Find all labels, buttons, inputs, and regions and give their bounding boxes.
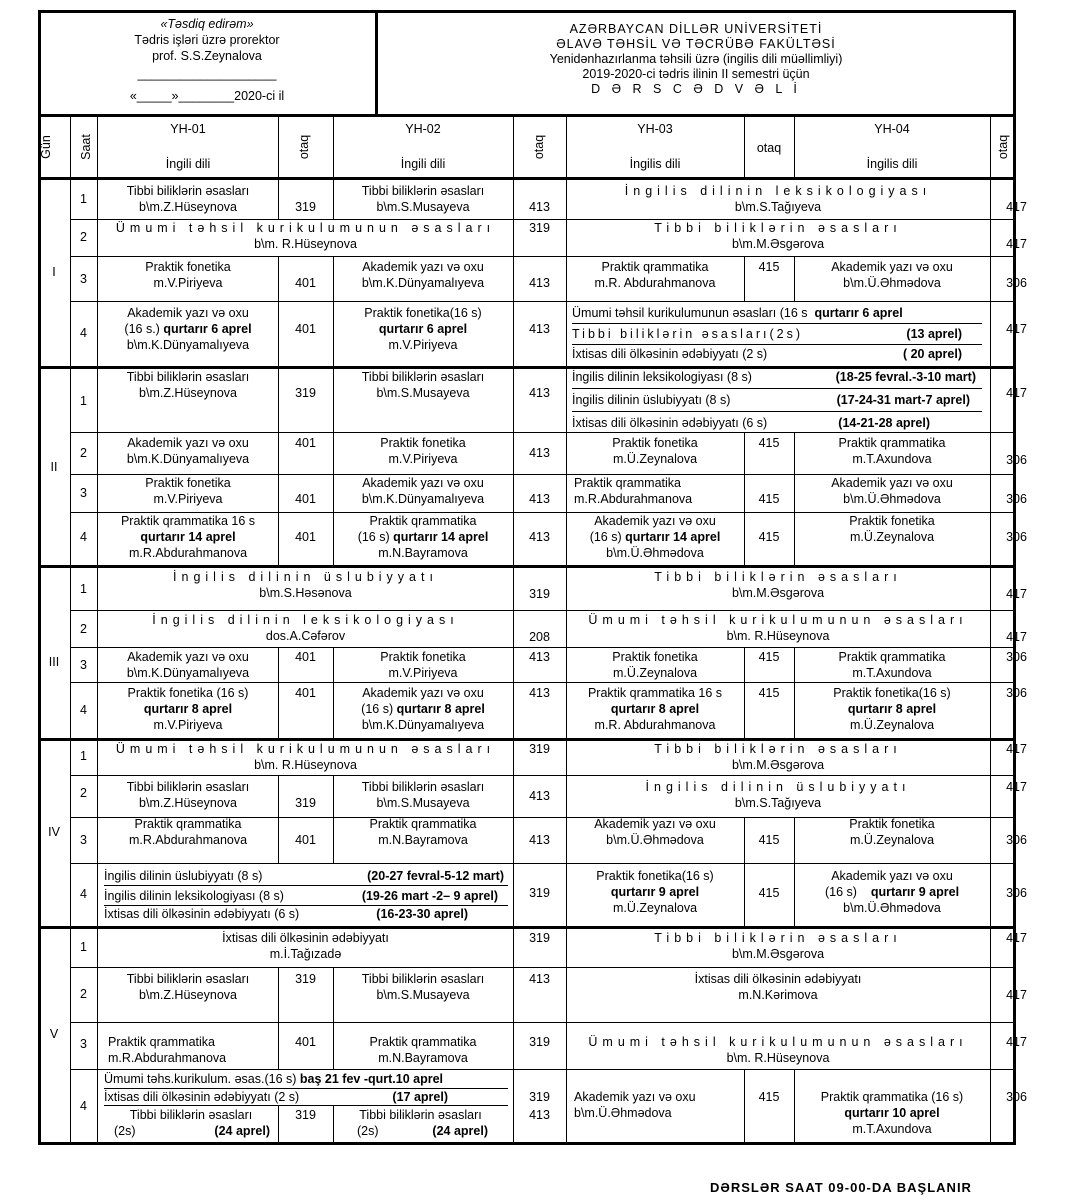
program-name: Yenidənhazırlanma təhsili üzrə (ingilis dili müəllimliyi) xyxy=(549,52,843,66)
room-number: 415 xyxy=(758,1090,780,1104)
room-number: 401 xyxy=(295,436,316,450)
lesson-subject: Akademik yazı və oxu xyxy=(594,514,716,528)
room-number: 417 xyxy=(1006,780,1027,794)
lesson-teacher: b\m.S.Tağıyeva xyxy=(734,200,822,214)
day-label-1: I xyxy=(52,265,56,279)
split-lesson: İxtisas dili ölkəsinin ədəbiyyatı (6 s) (16-23-30 aprel) xyxy=(104,907,468,921)
room-number: 413 xyxy=(529,972,550,986)
group-yh01-subject: İngili dili xyxy=(165,157,211,171)
lesson-teacher: b\m.K.Dünyamalıyeva xyxy=(361,492,485,506)
lesson-note: (16 s.) qurtarır 6 aprel xyxy=(124,322,252,336)
lesson-teacher: m.R.Abdurahmanova xyxy=(128,546,248,560)
lesson-teacher: m.V.Piriyeva xyxy=(153,718,223,732)
room-number: 401 xyxy=(295,833,316,847)
lesson-subject: Tibbi biliklərin əsasları xyxy=(654,931,902,945)
lesson-subject: İngilis dilinin üslubiyyatı xyxy=(645,780,911,794)
approval-block xyxy=(38,10,376,116)
lesson-subject: Praktik fonetika(16 s) xyxy=(364,306,482,320)
lesson-subject: Praktik qrammatika xyxy=(134,817,242,831)
lesson-subject: Praktik fonetika xyxy=(145,260,231,274)
room-number: 306 xyxy=(1006,686,1027,700)
lesson-subject: Praktik qrammatika xyxy=(369,1035,477,1049)
lesson-subject: İngilis dilinin leksikologiyası xyxy=(624,184,932,198)
lesson-subject: Praktik fonetika xyxy=(612,436,698,450)
lesson-subject: Praktik qrammatika xyxy=(574,476,681,490)
room-header-1: otaq xyxy=(297,134,311,160)
room-header-2: otaq xyxy=(532,134,546,160)
lesson-subject: Tibbi biliklərin əsasları xyxy=(126,780,250,794)
lesson-teacher: b\m.Ü.Əhmədova xyxy=(843,276,941,290)
lesson-subject: Praktik qrammatika xyxy=(108,1035,215,1049)
lesson-subject: Akademik yazı və oxu xyxy=(594,817,716,831)
approver-name: prof. S.S.Zeynalova xyxy=(152,49,262,63)
room-number: 401 xyxy=(295,650,316,664)
room-number: 417 xyxy=(1006,1035,1027,1049)
lesson-subject: İxtisas dili ölkəsinin ədəbiyyatı xyxy=(222,931,389,945)
lesson-note: (16 s) qurtarır 9 aprel xyxy=(824,885,960,899)
room-number: 306 xyxy=(1006,453,1027,467)
lesson-teacher: b\m.S.Tağıyeva xyxy=(734,796,822,810)
lesson-teacher: m.Ü.Zeynalova xyxy=(849,718,935,732)
lesson-teacher: m.T.Axundova xyxy=(852,1122,932,1136)
lesson-teacher: m.T.Axundova xyxy=(852,666,932,680)
room-number: 319 xyxy=(529,886,550,900)
lesson-teacher: m.Ü.Zeynalova xyxy=(612,901,698,915)
lesson-teacher: b\m.K.Dünyamalıyeva xyxy=(126,338,250,352)
room-number: 319 xyxy=(295,200,316,214)
lesson-teacher: m.V.Piriyeva xyxy=(153,276,223,290)
room-number: 415 xyxy=(758,650,780,664)
lesson-teacher: b\m.Ü.Əhmədova xyxy=(606,833,704,847)
lesson-subject: Praktik fonetika(16 s) xyxy=(833,686,951,700)
lesson-teacher: b\m.Z.Hüseynova xyxy=(139,386,237,400)
lesson-subject: Praktik qrammatika xyxy=(838,436,946,450)
room-number: 306 xyxy=(1006,833,1027,847)
lesson-teacher: b\m. R.Hüseynova xyxy=(726,1051,830,1065)
room-number: 319 xyxy=(529,1035,550,1049)
lesson-note: (16 s) qurtarır 14 aprel xyxy=(589,530,721,544)
hour-4: 4 xyxy=(80,326,87,340)
lesson-teacher: m.R.Abdurahmanova xyxy=(574,492,693,506)
lesson-subject: Tibbi biliklərin əsasları xyxy=(361,370,485,384)
lesson-subject: Praktik fonetika xyxy=(380,650,466,664)
hour-column-header: Saat xyxy=(79,134,93,160)
lesson-teacher: b\m.Z.Hüseynova xyxy=(139,200,237,214)
hour-4: 4 xyxy=(80,530,87,544)
room-number: 413 xyxy=(529,446,550,460)
room-number: 413 xyxy=(529,789,550,803)
lesson-note: qurtarır 8 aprel xyxy=(143,702,233,716)
room-number: 413 xyxy=(529,530,550,544)
hour-2: 2 xyxy=(80,987,87,1001)
lesson-teacher: b\m.K.Dünyamalıyeva xyxy=(361,276,485,290)
start-time-note: DƏRSLƏR SAAT 09-00-DA BAŞLANIR xyxy=(710,1180,972,1195)
hour-2: 2 xyxy=(80,786,87,800)
lesson-teacher: b\m.M.Əsgərova xyxy=(731,947,825,961)
lesson-subject: Akademik yazı və oxu xyxy=(362,260,484,274)
room-number: 401 xyxy=(295,276,316,290)
approval-date: «_____»________2020-ci il xyxy=(129,89,285,103)
lesson-subject: İngilis dilinin üslubiyyatı xyxy=(173,570,438,584)
room-number: 413 xyxy=(529,492,550,506)
room-number: 306 xyxy=(1006,650,1027,664)
room-number: 415 xyxy=(758,686,780,700)
room-number: 417 xyxy=(1006,931,1027,945)
room-number: 417 xyxy=(1006,200,1027,214)
room-number: 415 xyxy=(758,436,780,450)
lesson-teacher: b\m.S.Musayeva xyxy=(376,386,470,400)
room-number: 415 xyxy=(758,833,780,847)
lesson-teacher: b\m. R.Hüseynova xyxy=(254,758,357,772)
hour-4: 4 xyxy=(80,887,87,901)
group-yh03-subject: İngilis dili xyxy=(629,157,681,171)
lesson-teacher: m.V.Piriyeva xyxy=(388,338,458,352)
room-number: 417 xyxy=(1006,630,1027,644)
group-yh03-code: YH-03 xyxy=(637,122,673,136)
lesson-subject: İngilis dilinin leksikologiyası xyxy=(152,613,459,627)
lesson-teacher: b\m.S.Həsənova xyxy=(259,586,352,600)
split-lesson: İxtisas dili ölkəsinin ədəbiyyatı (6 s) (14-21-28 aprel) xyxy=(572,416,930,430)
lesson-teacher: m.R.Abdurahmanova xyxy=(108,1051,227,1065)
hour-3: 3 xyxy=(80,272,87,286)
lesson-teacher: b\m.S.Musayeva xyxy=(376,200,470,214)
group-yh02-subject: İngili dili xyxy=(400,157,446,171)
lesson-subject: Tibbi biliklərin əsasları xyxy=(126,370,250,384)
lesson-subject: Tibbi biliklərin əsasları xyxy=(129,1108,253,1122)
lesson-subject: Praktik fonetika(16 s) xyxy=(596,869,714,883)
room-number: 413 xyxy=(529,276,550,290)
lesson-subject: Ümumi təhsil kurikulumunun əsasları xyxy=(588,613,968,627)
lesson-subject: Tibbi biliklərin əsasları xyxy=(654,570,902,584)
lesson-subject: Akademik yazı və oxu xyxy=(362,476,484,490)
hour-1: 1 xyxy=(80,192,87,206)
lesson-teacher: m.N.Bayramova xyxy=(378,546,468,560)
hour-3: 3 xyxy=(80,658,87,672)
lesson-teacher: m.N.Bayramova xyxy=(378,833,468,847)
hour-3: 3 xyxy=(80,486,87,500)
room-number: 306 xyxy=(1006,1090,1027,1104)
hour-1: 1 xyxy=(80,749,87,763)
semester-text: 2019-2020-ci tədris ilinin II semestri üçün xyxy=(582,67,810,81)
lesson-note: qurtarır 9 aprel xyxy=(610,885,700,899)
lesson-subject: Praktik fonetika (16 s) xyxy=(127,686,249,700)
lesson-subject: Tibbi biliklərin əsasları xyxy=(359,1108,482,1122)
university-name: AZƏRBAYCAN DİLLƏR UNİVERSİTETİ xyxy=(569,22,823,36)
lesson-subject: Akademik yazı və oxu xyxy=(127,650,249,664)
room-number: 417 xyxy=(1006,237,1027,251)
lesson-teacher: m.N.Kərimova xyxy=(738,988,818,1002)
lesson-teacher: b\m.S.Musayeva xyxy=(376,988,470,1002)
room-number: 306 xyxy=(1006,492,1027,506)
room-number: 208 xyxy=(529,630,550,644)
room-number: 413 xyxy=(529,650,550,664)
lesson-subject: Akademik yazı və oxu xyxy=(127,306,249,320)
lesson-note: qurtarır 8 aprel xyxy=(847,702,937,716)
lesson-subject: Akademik yazı və oxu xyxy=(831,476,953,490)
room-number: 401 xyxy=(295,1035,316,1049)
lesson-teacher: m.Ü.Zeynalova xyxy=(612,666,698,680)
room-number: 306 xyxy=(1006,276,1027,290)
room-number: 417 xyxy=(1006,587,1027,601)
lesson-subject: Praktik fonetika xyxy=(849,514,935,528)
room-number: 319 xyxy=(295,972,316,986)
lesson-subject: Praktik qrammatika 16 s xyxy=(120,514,256,528)
room-header-3: otaq xyxy=(756,141,782,155)
split-lesson: İngilis dilinin üslubiyyatı (8 s) (17-24-31 mart-7 aprel) xyxy=(572,393,970,407)
approval-text: «Təsdiq edirəm» xyxy=(160,17,254,31)
room-number: 413 xyxy=(529,686,550,700)
hour-2: 2 xyxy=(80,622,87,636)
lesson-subject: Ümumi təhsil kurikulumunun əsasları xyxy=(115,221,496,235)
room-number: 319 xyxy=(295,386,316,400)
hour-4: 4 xyxy=(80,1099,87,1113)
lesson-subject: Akademik yazı və oxu xyxy=(831,260,953,274)
lesson-subject: Praktik qrammatika xyxy=(369,514,477,528)
lesson-teacher: b\m.S.Musayeva xyxy=(376,796,470,810)
lesson-teacher: b\m.Ü.Əhmədova xyxy=(843,901,941,915)
room-number: 319 xyxy=(529,742,550,756)
approver-position: Tədris işləri üzrə prorektor xyxy=(134,33,280,47)
lesson-teacher: b\m.M.Əsgərova xyxy=(731,237,825,251)
lesson-subject: Tibbi biliklərin əsasları xyxy=(654,221,902,235)
group-yh04-code: YH-04 xyxy=(874,122,910,136)
room-number: 401 xyxy=(295,322,316,336)
room-number: 401 xyxy=(295,686,316,700)
split-lesson: İxtisas dili ölkəsinin ədəbiyyatı (2 s) ( 20 aprel) xyxy=(572,347,962,361)
split-lesson: İngilis dilinin leksikologiyası (8 s) (18-25 fevral.-3-10 mart) xyxy=(572,370,976,384)
lesson-subject: Ümumi təhsil kurikulumunun əsasları xyxy=(588,1035,968,1049)
room-number: 417 xyxy=(1006,386,1027,400)
lesson-teacher: b\m.Ü.Əhmədova xyxy=(843,492,941,506)
lesson-subject: Tibbi biliklərin əsasları xyxy=(126,972,250,986)
split-lesson: İxtisas dili ölkəsinin ədəbiyyatı (2 s) (17 aprel) xyxy=(104,1090,448,1104)
hour-1: 1 xyxy=(80,940,87,954)
day-label-4: IV xyxy=(48,825,60,839)
lesson-teacher: b\m. R.Hüseynova xyxy=(254,237,357,251)
lesson-subject: Ümumi təhsil kurikulumunun əsasları xyxy=(115,742,496,756)
room-number: 413 xyxy=(529,386,550,400)
hour-3: 3 xyxy=(80,833,87,847)
hour-1: 1 xyxy=(80,582,87,596)
split-lesson: Ümumi təhs.kurikulum. əsas.(16 s) baş 21 fev -qurt.10 aprel xyxy=(104,1072,444,1086)
lesson-subject: Tibbi biliklərin əsasları xyxy=(361,972,485,986)
lesson-teacher: dos.A.Cəfərov xyxy=(265,629,346,643)
room-number: 415 xyxy=(758,492,780,506)
lesson-teacher: b\m.K.Dünyamalıyeva xyxy=(126,666,250,680)
room-number: 415 xyxy=(758,886,780,900)
room-number: 415 xyxy=(758,260,780,274)
lesson-subject: Tibbi biliklərin əsasları xyxy=(126,184,250,198)
hour-3: 3 xyxy=(80,1037,87,1051)
hour-2: 2 xyxy=(80,446,87,460)
lesson-subject: Praktik fonetika xyxy=(145,476,231,490)
room-number: 319 xyxy=(529,1090,550,1104)
faculty-name: ƏLAVƏ TƏHSİL VƏ TƏCRÜBƏ FAKÜLTƏSİ xyxy=(556,37,836,51)
room-number: 319 xyxy=(529,221,550,235)
room-header-4: otaq xyxy=(996,134,1010,160)
lesson-teacher: b\m.M.Əsgərova xyxy=(731,586,825,600)
room-number: 319 xyxy=(529,587,550,601)
day-label-5: V xyxy=(49,1027,59,1041)
lesson-subject: İxtisas dili ölkəsinin ədəbiyyatı xyxy=(694,972,862,986)
room-number: 413 xyxy=(529,1108,550,1122)
lesson-note: (16 s) qurtarır 14 aprel xyxy=(357,530,489,544)
group-yh01-code: YH-01 xyxy=(170,122,206,136)
lesson-subject: Praktik fonetika xyxy=(612,650,698,664)
room-number: 417 xyxy=(1006,742,1027,756)
lesson-teacher: m.Ü.Zeynalova xyxy=(612,452,698,466)
room-number: 401 xyxy=(295,492,316,506)
lesson-subject: Praktik qrammatika (16 s) xyxy=(820,1090,964,1104)
lesson-subject: Akademik yazı və oxu xyxy=(127,436,249,450)
lesson-teacher: m.Ü.Zeynalova xyxy=(849,833,935,847)
lesson-teacher: m.N.Bayramova xyxy=(378,1051,468,1065)
group-yh02-code: YH-02 xyxy=(405,122,441,136)
lesson-note: qurtarır 14 aprel xyxy=(140,530,236,544)
lesson-note: qurtarır 8 aprel xyxy=(610,702,700,716)
lesson-note: (2s) (24 aprel) xyxy=(357,1124,488,1138)
room-number: 415 xyxy=(758,530,780,544)
lesson-teacher: m.V.Piriyeva xyxy=(153,492,223,506)
lesson-teacher: b\m. R.Hüseynova xyxy=(726,629,830,643)
lesson-subject: Tibbi biliklərin əsasları xyxy=(361,780,485,794)
lesson-subject: Tibbi biliklərin əsasları xyxy=(361,184,485,198)
room-number: 306 xyxy=(1006,886,1027,900)
group-yh04-subject: İngilis dili xyxy=(866,157,918,171)
title-block xyxy=(376,10,1016,116)
lesson-subject: Praktik qrammatika xyxy=(369,817,477,831)
lesson-subject: Akademik yazı və oxu xyxy=(362,686,484,700)
lesson-subject: Praktik qrammatika 16 s xyxy=(587,686,723,700)
lesson-teacher: m.V.Piriyeva xyxy=(388,452,458,466)
lesson-teacher: b\m.Ü.Əhmədova xyxy=(606,546,704,560)
room-number: 306 xyxy=(1006,530,1027,544)
lesson-subject: Tibbi biliklərin əsasları xyxy=(654,742,902,756)
day-column-header: Gün xyxy=(39,135,53,159)
lesson-subject: Praktik fonetika xyxy=(380,436,466,450)
lesson-teacher: b\m.Z.Hüseynova xyxy=(139,988,237,1002)
lesson-subject: Praktik qrammatika xyxy=(838,650,946,664)
lesson-teacher: m.İ.Tağızadə xyxy=(269,947,342,961)
lesson-note: (16 s) qurtarır 8 aprel xyxy=(361,702,485,716)
room-number: 413 xyxy=(529,322,550,336)
room-number: 319 xyxy=(529,931,550,945)
lesson-teacher: b\m.Ü.Əhmədova xyxy=(574,1106,672,1120)
hour-2: 2 xyxy=(80,230,87,244)
lesson-note: qurtarır 10 aprel xyxy=(844,1106,940,1120)
room-number: 401 xyxy=(295,530,316,544)
split-lesson: Tibbi biliklərin əsasları(2s) (13 aprel) xyxy=(572,327,962,341)
lesson-subject: Akademik yazı və oxu xyxy=(574,1090,696,1104)
day-label-3: III xyxy=(48,655,60,669)
lesson-teacher: m.V.Piriyeva xyxy=(388,666,458,680)
lesson-teacher: b\m.Z.Hüseynova xyxy=(139,796,237,810)
lesson-teacher: b\m.K.Dünyamalıyeva xyxy=(361,718,485,732)
hour-4: 4 xyxy=(80,703,87,717)
lesson-teacher: m.T.Axundova xyxy=(852,452,932,466)
lesson-note: (2s) (24 aprel) xyxy=(114,1124,270,1138)
split-lesson: İngilis dilinin üslubiyyatı (8 s) (20-27 fevral-5-12 mart) xyxy=(104,869,504,883)
room-number: 417 xyxy=(1006,322,1027,336)
hour-1: 1 xyxy=(80,394,87,408)
lesson-teacher: m.R.Abdurahmanova xyxy=(128,833,248,847)
lesson-note: qurtarır 6 aprel xyxy=(378,322,468,336)
room-number: 413 xyxy=(529,833,550,847)
page-title: D Ə R S C Ə D V Ə L İ xyxy=(591,82,801,96)
lesson-subject: Praktik fonetika xyxy=(849,817,935,831)
room-number: 319 xyxy=(295,1108,316,1122)
lesson-subject: Praktik qrammatika xyxy=(601,260,709,274)
signature-line: ____________________ xyxy=(137,67,277,81)
lesson-teacher: m.R. Abdurahmanova xyxy=(594,276,716,290)
lesson-teacher: b\m.K.Dünyamalıyeva xyxy=(126,452,250,466)
room-number: 319 xyxy=(295,796,316,810)
lesson-teacher: m.Ü.Zeynalova xyxy=(849,530,935,544)
lesson-teacher: b\m.M.Əsgərova xyxy=(731,758,825,772)
room-number: 417 xyxy=(1006,988,1027,1002)
split-lesson: İngilis dilinin leksikologiyası (8 s) (19-26 mart -2– 9 aprel) xyxy=(104,889,498,903)
lesson-teacher: m.R. Abdurahmanova xyxy=(594,718,716,732)
room-number: 413 xyxy=(529,200,550,214)
split-lesson: Ümumi təhsil kurikulumunun əsasları (16 s qurtarır 6 aprel xyxy=(572,306,903,320)
lesson-subject: Akademik yazı və oxu xyxy=(831,869,953,883)
day-label-2: II xyxy=(50,460,58,474)
